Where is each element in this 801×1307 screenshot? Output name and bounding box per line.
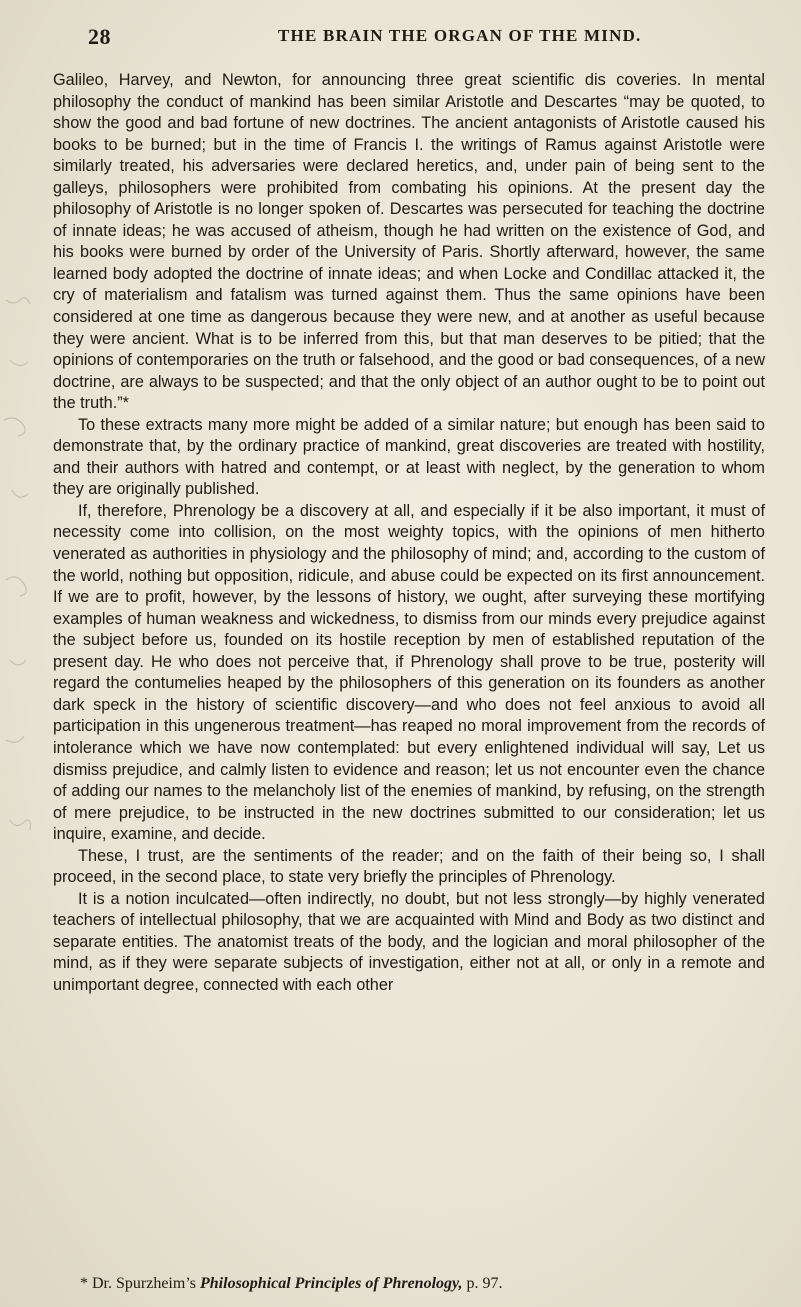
bleed-through-marks	[0, 280, 60, 920]
footnote-book-title: Philosophical Principles of Phrenology,	[200, 1275, 463, 1292]
page-header	[88, 24, 761, 54]
footnote-suffix: p. 97.	[466, 1275, 503, 1292]
paragraph: To these extracts many more might be added of a similar nature; but enough has been said to demonstrate that, by the ordinary practice of mankind, great discoveries are treated with hostility, and their authors with hatred and contempt, or at least with neglect, by the generation to whom they are originally published.	[53, 415, 765, 499]
footnote-marker: *	[80, 1275, 88, 1292]
footnote	[80, 1275, 503, 1293]
running-head: THE BRAIN THE ORGAN OF THE MIND.	[278, 26, 642, 45]
footnote-prefix: Dr. Spurzheim’s	[92, 1275, 196, 1292]
page-number: 28	[88, 24, 111, 49]
paragraph: Galileo, Harvey, and Newton, for announcing three great scientific dis coveries. In mental philosophy the conduct of mankind has been similar Aristotle and Descartes “may be quoted, to show the good and bad fortune of new doctrines. The ancient antagonists of Aristotle caused his books to be burned; but in the time of Francis I. the writings of Ramus against Aristotle were similarly treated, his adversaries were declared heretics, and, under pain of being sent to the galleys, philosophers were prohibited from combating his opinions. At the present day the philosophy of Aristotle is no longer spoken of. Descartes was persecuted for teaching the doctrine of innate ideas; he was accused of atheism, though he had written on the existence of God, and his books were burned by order of the University of Paris. Shortly afterward, however, the same learned body adopted the doctrine of innate ideas; and when Locke and Condillac attacked it, the cry of materialism and fatalism was turned against them. Thus the same opinions have been considered at one time as dangerous because they were new, and at another as useful because they were ancient. What is to be inferred from this, but that man deserves to be pitied; that the opinions of contemporaries on the truth or falsehood, and the good or bad consequences, of a new doctrine, are always to be suspected; and that the only object of an author ought to be to point out the truth.”*	[53, 71, 765, 413]
paragraph: If, therefore, Phrenology be a discovery at all, and especially if it be also important, it must of necessity come into collision, on the most weighty topics, with the opinions of men hitherto venerated as authorities in physiology and the philosophy of mind; and, according to the custom of the world, nothing but opposition, ridicule, and abuse could be expected on its first announcement. If we are to profit, however, by the lessons of history, we ought, after surveying these mortifying examples of human weakness and wickedness, to dismiss from our minds every prejudice against the subject before us, founded on its hostile reception by men of established reputation of the present day. He who does not perceive that, if Phrenology shall prove to be true, posterity will regard the contumelies heaped by the philosophers of this generation on its founders as another dark speck in the history of scientific discovery—and who does not feel anxious to avoid all participation in this ungenerous treatment—has reaped no moral improvement from the records of intolerance which we have now contemplated: but every enlightened individual will say, Let us dismiss prejudice, and calmly listen to evidence and reason; let us not encounter even the chance of adding our names to the melancholy list of the enemies of mankind, by refusing, on the strength of mere prejudice, to be instructed in the new doctrines submitted to our consideration; let us inquire, examine, and decide.	[53, 501, 765, 844]
body-text	[53, 70, 765, 997]
paragraph: These, I trust, are the sentiments of the reader; and on the faith of their being so, I shall proceed, in the second place, to state very briefly the principles of Phrenology.	[53, 846, 765, 887]
paragraph: It is a notion inculcated—often indirectly, no doubt, but not less strongly—by highly venerated teachers of intellectual philosophy, that we are acquainted with Mind and Body as two distinct and separate entities. The anatomist treats of the body, and the logician and moral philosopher of the mind, as if they were separate subjects of investigation, either not at all, or only in a remote and unimportant degree, connected with each other	[53, 889, 765, 994]
